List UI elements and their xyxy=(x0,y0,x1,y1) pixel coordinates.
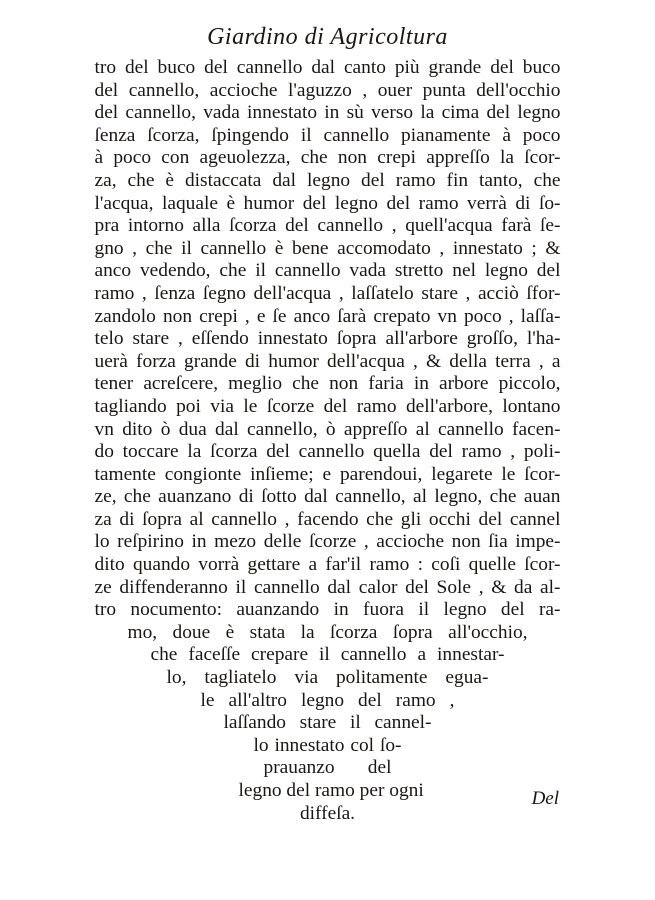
text-line: za, che è distaccata dal legno del ramo fin tanto, che xyxy=(94,169,561,191)
text-line: dito quando vorrà gettare a far'il ramo : coſi quelle ſcor- xyxy=(94,554,561,576)
text-line: tro nocumento: auanzando in fuora il legno del ra- xyxy=(94,599,561,621)
text-line: tro del buco del cannello dal canto più grande del buco xyxy=(94,57,561,78)
text-line: vn dito ò dua dal cannello, ò appreſſo al cannello facen- xyxy=(94,418,561,440)
text-line: mo, doue è stata la ſcorza ſopra all'occhio, xyxy=(127,621,528,643)
catchword: Del xyxy=(531,788,559,809)
text-line: diffeſa. xyxy=(299,802,356,824)
text-line: le all'altro legno del ramo , xyxy=(200,689,455,711)
text-line: anco vedendo, che il cannello vada stretto nel legno del xyxy=(94,260,561,282)
text-line: ramo , ſenza ſegno dell'acqua , laſſatelo stare , acciò ſfor- xyxy=(94,282,561,304)
text-line: lo innestato col ſo- xyxy=(253,734,402,756)
body-text xyxy=(0,57,655,825)
text-line: gno , che il cannello è bene accomodato , innestato ; & xyxy=(94,237,561,259)
text-line: del cannello, vada innestato in sù verso la cima del legno xyxy=(94,102,561,124)
text-line: l'acqua, laquale è humor del legno del ramo verrà di ſo- xyxy=(94,192,561,214)
text-line: zandolo non crepi , e ſe anco ſarà crepato vn poco , laſſa- xyxy=(94,305,561,327)
text-line: ſenza ſcorza, ſpingendo il cannello pianamente à poco xyxy=(94,124,561,146)
text-line: tener acreſcere, meglio che non faria in arbore piccolo, xyxy=(94,373,561,395)
text-line: legno del ramo per ogni xyxy=(238,780,424,801)
text-line: tamente congionte inſieme; e parendoui, legarete le ſcor- xyxy=(94,463,561,485)
text-line: za di ſopra al cannello , facendo che gli occhi del cannel xyxy=(94,508,561,530)
text-line: do toccare la ſcorza del cannello quella del ramo , poli- xyxy=(94,441,561,463)
text-line: laſſando stare il cannel- xyxy=(223,712,432,734)
text-line: che faceſſe crepare il cannello a innestar- xyxy=(150,644,505,666)
text-line: del cannello, accioche l'aguzzo , ouer punta dell'occhio xyxy=(94,79,561,101)
text-line: telo stare , eſſendo innestato ſopra all'arbore groſſo, l'ha- xyxy=(94,328,561,350)
text-line: prauanzo del xyxy=(263,757,392,779)
running-head: Giardino di Agricoltura xyxy=(207,24,448,50)
text-line: à poco con ageuolezza, che non crepi appreſſo la ſcor- xyxy=(94,147,561,169)
text-line: lo, tagliatelo via politamente egua- xyxy=(166,667,489,689)
text-line: ze diffenderanno il cannello dal calor del Sole , & da al- xyxy=(94,576,561,598)
text-line: pra intorno alla ſcorza del cannello , quell'acqua farà ſe- xyxy=(94,215,561,237)
text-line: tagliando poi via le ſcorze del ramo dell'arbore, lontano xyxy=(94,395,561,417)
text-line: ze, che auanzano di ſotto dal cannello, al legno, che auan xyxy=(94,486,561,508)
text-line: lo reſpirino in mezo delle ſcorze , accioche non ſia impe- xyxy=(94,531,561,553)
text-line: uerà forza grande di humor dell'acqua , & della terra , a xyxy=(94,350,561,372)
